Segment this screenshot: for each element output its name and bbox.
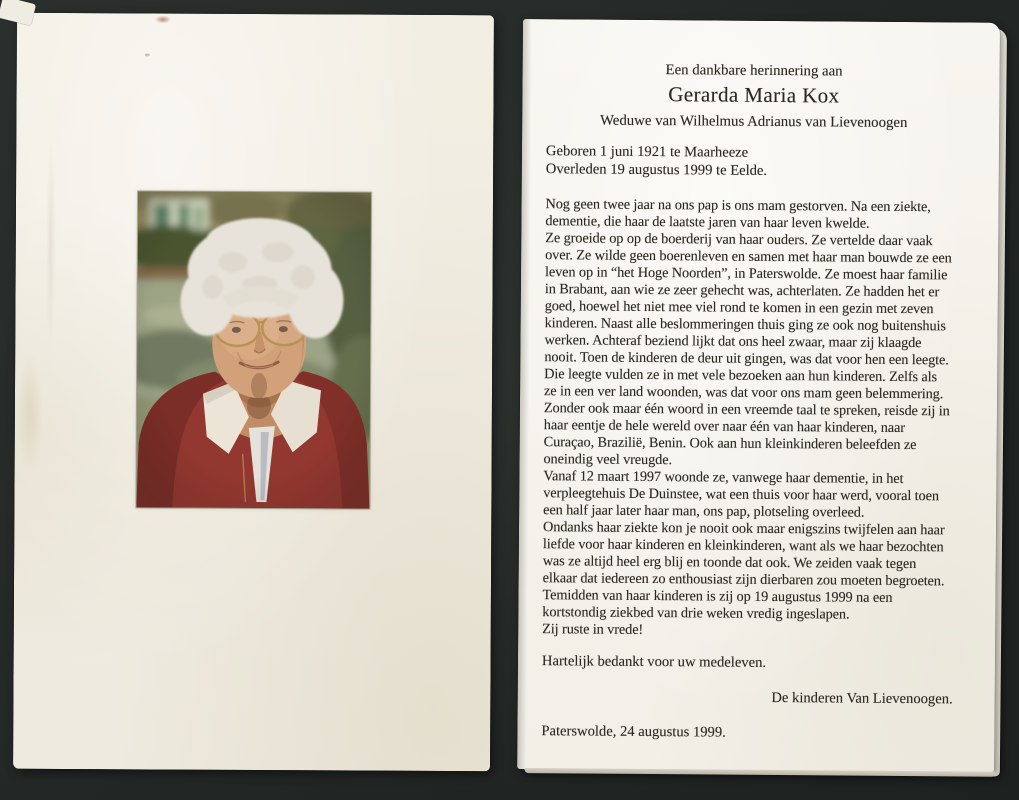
obituary-line: in Brabant, aan wie ze zeer gehecht was, achterlaten. Ze hadden het er (544, 281, 940, 301)
obituary-line: goed, hoewel het niet mee viel rond te komen in een gezin met zeven (544, 298, 934, 318)
obituary-line: was ze altijd heel erg blij en toonde dat ook. We zeiden vaak tegen (542, 553, 917, 573)
memorial-card-front (13, 13, 494, 771)
birth-line: Geboren 1 juni 1921 te Maarheeze (545, 143, 749, 161)
obituary-line: oneindig veel vreugde. (543, 451, 673, 469)
obituary-line: Vanaf 12 maart 1997 woonde ze, vanwege haar dementie, in het (543, 468, 904, 488)
obituary-line: Zij ruste in vrede! (542, 621, 644, 638)
obituary-line: dementie, die haar de laatste jaren van haar leven kwelde. (545, 213, 870, 232)
obituary-line: over. Ze wilde geen boerenleven en samen met haar man bouwde ze een (545, 247, 952, 267)
death-line: Overleden 19 augustus 1999 te Eelde. (545, 161, 768, 179)
obituary-line: nooit. Toen de kinderen de deur uit gingen, was dat voor hen een leegte. (544, 349, 949, 369)
obituary-text (542, 196, 952, 641)
paper-speck (145, 53, 150, 56)
obituary-line: liefde voor haar kinderen en kleinkinderen, want als we haar bezochten (542, 536, 944, 556)
obituary-line: Zonder ook maar één woord in een vreemde taal te spreken, reisde zij in (543, 400, 950, 420)
obituary-line: elkaar dat iedereen zo enthousiast zijn dierbaren zou moeten begroeten. (542, 570, 945, 590)
obituary-line: Ondanks haar ziekte kon je nooit ook maar enigszins twijfelen aan haar (542, 519, 945, 539)
obituary-line: werken. Achteraf beziend lijkt dat ons heel zwaar, maar zij klaagde (544, 332, 922, 352)
obituary-line: ze in een ver land woonden, was dat voor ons mam geen belemmering. (544, 383, 944, 403)
obituary-line: Die leegte vulden ze in met vele bezoeken aan hun kinderen. Zelfs als (544, 366, 938, 386)
thanks-line: Hartelijk bedankt voor uw medeleven. (541, 653, 767, 671)
widow-line: Weduwe van Wilhelmus Adrianus van Lievenoogen (599, 112, 908, 132)
signature-line: De kinderen Van Lievenoogen. (771, 689, 953, 708)
portrait-illustration (136, 191, 371, 508)
obituary-line: Ze groeide op op de boerderij van haar ouders. Ze vertelde daar vaak (545, 230, 933, 250)
paper-smudge (17, 353, 44, 473)
portrait-photo (136, 191, 371, 508)
memorial-line: Een dankbare herinnering aan (665, 62, 843, 80)
obituary-line: Nog geen twee jaar na ons pap is ons mam gestorven. Na een ziekte, (545, 196, 931, 216)
obituary-line: een half jaar later haar man, ons pap, plotseling overleed. (543, 502, 865, 521)
stray-card-corner (0, 0, 36, 26)
obituary-line: Curaçao, Brazilië, Benin. Ook aan hun kleinkinderen beleefden ze (543, 434, 917, 454)
obituary-line: kinderen. Naast alle beslommeringen thuis ging ze ook nog buitenshuis (544, 315, 946, 335)
obituary-line: Temidden van haar kinderen is zij op 19 augustus 1999 na een (542, 587, 893, 606)
memorial-card-text-page (517, 19, 1000, 773)
obituary-line: verpleegtehuis De Duinstee, wat een thuis voor haar werd, vooral toen (543, 485, 939, 505)
obituary-line: leven op in “het Hoge Noorden”, in Paterswolde. Ze moest haar familie (544, 264, 948, 284)
place-date-line: Paterswolde, 24 augustus 1999. (541, 723, 726, 741)
deceased-name: Gerarda Maria Kox (668, 82, 840, 108)
obituary-line: haar eentje de hele wereld over naar één van haar kinderen, naar (543, 417, 906, 437)
paper-streak (45, 133, 56, 353)
rust-stain (155, 15, 171, 23)
obituary-line: kortstondig ziekbed van drie weken vredig ingeslapen. (542, 604, 850, 623)
